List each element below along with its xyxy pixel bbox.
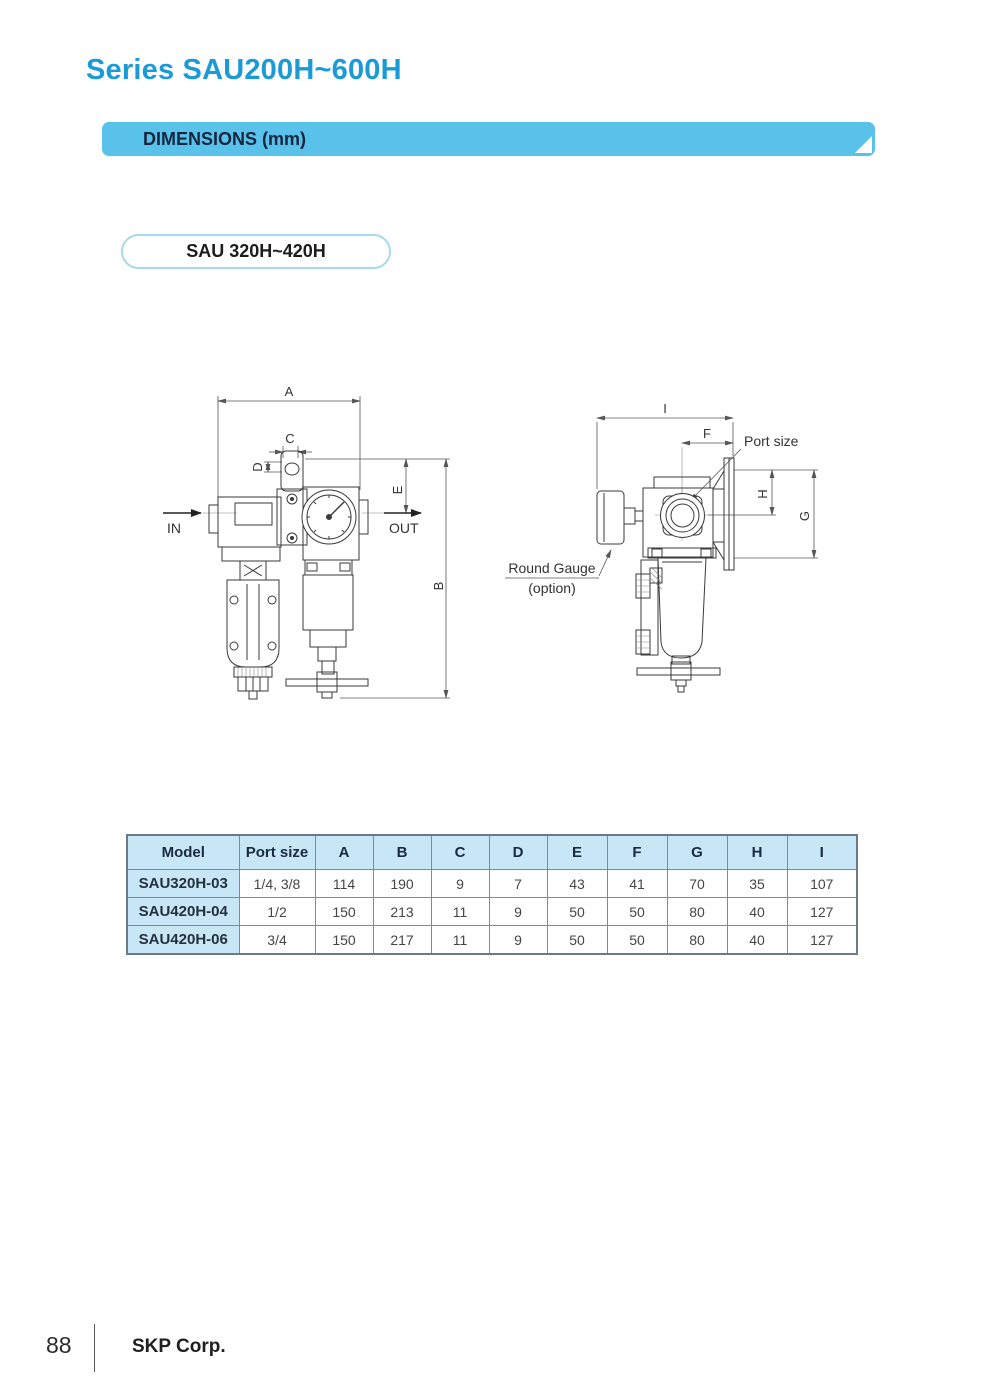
- table-row: [127, 898, 857, 926]
- inlet-label: IN: [167, 520, 181, 536]
- outlet-label: OUT: [389, 520, 419, 536]
- dim-label-i: I: [663, 401, 667, 416]
- dim-cell: 11: [431, 898, 489, 926]
- page-footer: [0, 1318, 989, 1378]
- dim-label-b: B: [431, 581, 446, 591]
- round-gauge-option-label: (option): [528, 580, 576, 596]
- port-size-cell: 1/4, 3/8: [239, 870, 315, 898]
- table-header-row: [127, 835, 857, 870]
- dim-cell: 150: [315, 898, 373, 926]
- dim-cell: 9: [431, 870, 489, 898]
- dim-cell: 40: [727, 898, 787, 926]
- dim-label-a: A: [284, 384, 294, 399]
- model-cell: SAU420H-04: [127, 898, 239, 926]
- model-cell: SAU320H-03: [127, 870, 239, 898]
- dim-cell: 127: [787, 926, 857, 955]
- dim-cell: 190: [373, 870, 431, 898]
- dim-cell: 41: [607, 870, 667, 898]
- dim-label-g: G: [797, 510, 812, 522]
- col-header-port-size: Port size: [239, 835, 315, 870]
- dim-label-e: E: [390, 485, 405, 495]
- table-row: [127, 870, 857, 898]
- side-view-labels: [508, 401, 812, 596]
- footer-divider: [94, 1324, 95, 1372]
- series-range-label: SAU 320H~420H: [186, 241, 326, 261]
- col-header-c: C: [431, 835, 489, 870]
- col-header-b: B: [373, 835, 431, 870]
- company-name: SKP Corp.: [132, 1336, 226, 1357]
- port-size-cell: 1/2: [239, 898, 315, 926]
- dim-label-f: F: [703, 426, 711, 441]
- dim-cell: 9: [489, 898, 547, 926]
- side-view-body: [597, 458, 734, 692]
- dim-label-h: H: [755, 489, 770, 499]
- col-header-g: G: [667, 835, 727, 870]
- col-header-a: A: [315, 835, 373, 870]
- dim-cell: 150: [315, 926, 373, 955]
- dim-cell: 80: [667, 926, 727, 955]
- col-header-i: I: [787, 835, 857, 870]
- dim-cell: 114: [315, 870, 373, 898]
- col-header-model: Model: [127, 835, 239, 870]
- section-header-bar: [102, 122, 875, 156]
- dim-cell: 50: [547, 898, 607, 926]
- dim-cell: 50: [547, 926, 607, 955]
- dim-label-d: D: [250, 462, 265, 472]
- series-range-pill: [121, 234, 391, 269]
- page-title: Series SAU200H~600H: [86, 54, 402, 86]
- page-number: 88: [46, 1332, 72, 1358]
- dim-cell: 50: [607, 926, 667, 955]
- dim-cell: 11: [431, 926, 489, 955]
- table-row: [127, 926, 857, 955]
- dim-cell: 7: [489, 870, 547, 898]
- corner-fold-icon: [855, 136, 872, 153]
- dim-cell: 217: [373, 926, 431, 955]
- col-header-h: H: [727, 835, 787, 870]
- dim-cell: 40: [727, 926, 787, 955]
- front-view-body: [209, 451, 368, 699]
- dim-cell: 9: [489, 926, 547, 955]
- dimension-drawings: [140, 378, 900, 723]
- dim-cell: 107: [787, 870, 857, 898]
- section-header-label: DIMENSIONS (mm): [143, 129, 307, 149]
- col-header-d: D: [489, 835, 547, 870]
- port-size-label: Port size: [744, 433, 799, 449]
- dim-label-c: C: [285, 431, 295, 446]
- col-header-e: E: [547, 835, 607, 870]
- dimensions-table: [126, 834, 858, 955]
- dim-cell: 43: [547, 870, 607, 898]
- dim-cell: 70: [667, 870, 727, 898]
- dim-cell: 50: [607, 898, 667, 926]
- round-gauge-label: Round Gauge: [508, 560, 596, 576]
- dim-cell: 80: [667, 898, 727, 926]
- model-cell: SAU420H-06: [127, 926, 239, 955]
- col-header-f: F: [607, 835, 667, 870]
- dim-cell: 35: [727, 870, 787, 898]
- dim-cell: 127: [787, 898, 857, 926]
- port-size-cell: 3/4: [239, 926, 315, 955]
- technical-drawing-svg: [140, 378, 900, 723]
- dim-cell: 213: [373, 898, 431, 926]
